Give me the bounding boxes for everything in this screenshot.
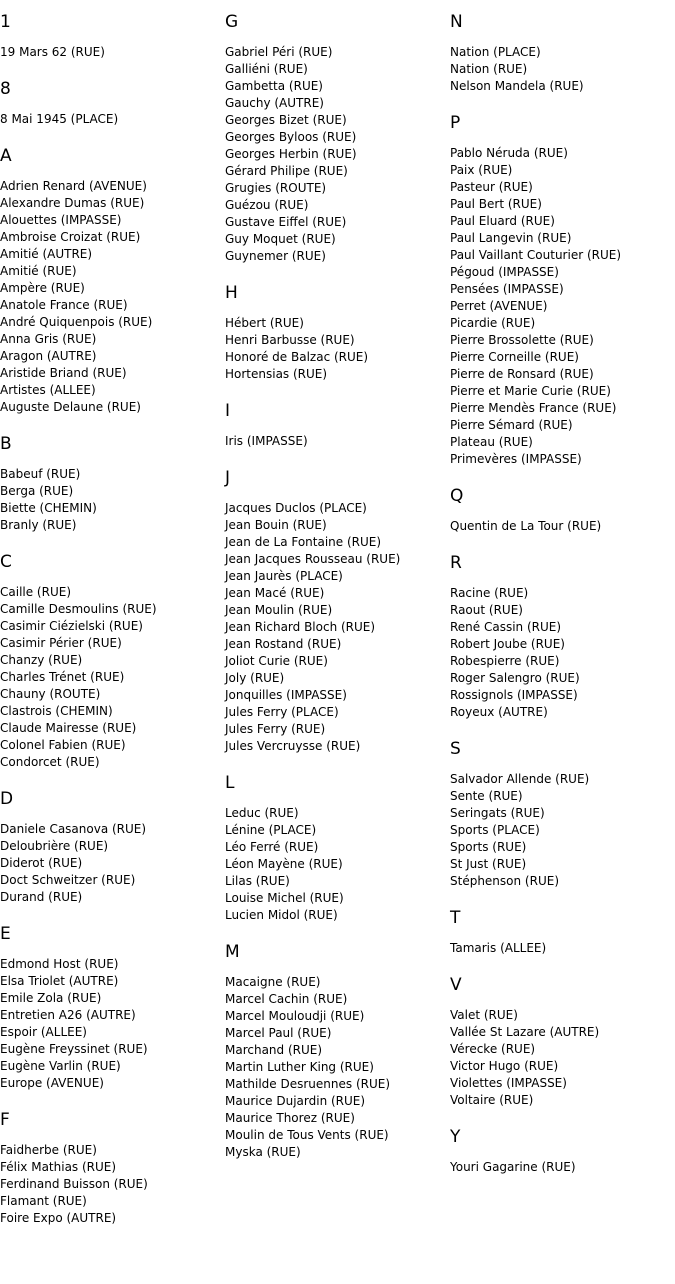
street-item: Moulin de Tous Vents (RUE) [225, 1128, 389, 1142]
letter-heading: M [225, 942, 240, 962]
street-item: Pierre Corneille (RUE) [450, 350, 579, 364]
street-list [450, 1007, 675, 1109]
street-item: Pégoud (IMPASSE) [450, 265, 559, 279]
street-item: Jacques Duclos (PLACE) [225, 501, 367, 515]
street-item: Paix (RUE) [450, 163, 513, 177]
street-item: Amitié (RUE) [0, 264, 77, 278]
street-list [225, 433, 445, 450]
street-item: Iris (IMPASSE) [225, 434, 308, 448]
street-item: Georges Byloos (RUE) [225, 130, 357, 144]
street-item: Tamaris (ALLEE) [450, 941, 547, 955]
street-list [0, 111, 220, 128]
street-item: Berga (RUE) [0, 484, 74, 498]
letter-group [450, 111, 675, 468]
street-item: Diderot (RUE) [0, 856, 83, 870]
street-item: Branly (RUE) [0, 518, 77, 532]
street-item: Joliot Curie (RUE) [225, 654, 328, 668]
street-item: Ambroise Croizat (RUE) [0, 230, 141, 244]
street-item: Daniele Casanova (RUE) [0, 822, 147, 836]
street-item: Doct Schweitzer (RUE) [0, 873, 136, 887]
street-item: Jonquilles (IMPASSE) [225, 688, 347, 702]
street-item: Nelson Mandela (RUE) [450, 79, 584, 93]
letter-heading: F [0, 1110, 10, 1130]
letter-group [225, 466, 445, 755]
letter-group [450, 10, 675, 95]
street-index-column-2 [225, 10, 445, 1177]
letter-heading: D [0, 789, 14, 809]
letter-heading: B [0, 434, 12, 454]
street-item: 19 Mars 62 (RUE) [0, 45, 105, 59]
street-item: Galliéni (RUE) [225, 62, 308, 76]
street-item: Lilas (RUE) [225, 874, 290, 888]
street-item: St Just (RUE) [450, 857, 527, 871]
street-item: Caille (RUE) [0, 585, 71, 599]
street-item: Guézou (RUE) [225, 198, 309, 212]
letter-group [0, 550, 220, 771]
street-item: Paul Vaillant Couturier (RUE) [450, 248, 622, 262]
street-item: Léo Ferré (RUE) [225, 840, 319, 854]
street-item: Paul Eluard (RUE) [450, 214, 555, 228]
street-item: Rossignols (IMPASSE) [450, 688, 578, 702]
street-item: Eugène Varlin (RUE) [0, 1059, 121, 1073]
street-item: Jean Rostand (RUE) [225, 637, 342, 651]
street-item: Biette (CHEMIN) [0, 501, 97, 515]
street-item: Faidherbe (RUE) [0, 1143, 97, 1157]
street-item: Maurice Dujardin (RUE) [225, 1094, 366, 1108]
letter-group [0, 144, 220, 416]
street-list [0, 1142, 220, 1227]
letter-heading: T [450, 908, 461, 928]
street-item: Entretien A26 (AUTRE) [0, 1008, 136, 1022]
street-item: Jean Richard Bloch (RUE) [225, 620, 376, 634]
street-list [450, 940, 675, 957]
letter-heading: R [450, 553, 462, 573]
street-item: Jean Bouin (RUE) [225, 518, 327, 532]
street-item: Ampère (RUE) [0, 281, 85, 295]
street-item: Chanzy (RUE) [0, 653, 83, 667]
letter-group [225, 399, 445, 450]
street-item: Robespierre (RUE) [450, 654, 560, 668]
letter-heading: E [0, 924, 11, 944]
street-item: Georges Bizet (RUE) [225, 113, 347, 127]
street-item: Sports (RUE) [450, 840, 527, 854]
street-item: Jules Ferry (PLACE) [225, 705, 339, 719]
street-item: Hébert (RUE) [225, 316, 304, 330]
street-item: Jean Moulin (RUE) [225, 603, 333, 617]
letter-heading: S [450, 739, 461, 759]
street-item: Henri Barbusse (RUE) [225, 333, 355, 347]
street-item: Myska (RUE) [225, 1145, 301, 1159]
letter-heading: G [225, 12, 239, 32]
letter-heading: A [0, 146, 12, 166]
street-item: Claude Mairesse (RUE) [0, 721, 137, 735]
street-item: Condorcet (RUE) [0, 755, 100, 769]
letter-group [450, 484, 675, 535]
street-item: Gérard Philipe (RUE) [225, 164, 348, 178]
street-item: Elsa Triolet (AUTRE) [0, 974, 119, 988]
street-item: Roger Salengro (RUE) [450, 671, 580, 685]
street-item: Emile Zola (RUE) [0, 991, 102, 1005]
letter-group [0, 432, 220, 534]
street-item: Racine (RUE) [450, 586, 529, 600]
street-item: Casimir Périer (RUE) [0, 636, 122, 650]
street-item: Picardie (RUE) [450, 316, 536, 330]
letter-heading: J [225, 468, 231, 488]
street-item: Youri Gagarine (RUE) [450, 1160, 576, 1174]
street-item: Joly (RUE) [225, 671, 285, 685]
street-item: Auguste Delaune (RUE) [0, 400, 141, 414]
letter-heading: L [225, 773, 235, 793]
street-list [0, 178, 220, 416]
street-item: Georges Herbin (RUE) [225, 147, 357, 161]
street-item: Salvador Allende (RUE) [450, 772, 590, 786]
street-list [0, 44, 220, 61]
street-item: Europe (AVENUE) [0, 1076, 104, 1090]
street-item: Marchand (RUE) [225, 1043, 323, 1057]
street-item: Marcel Cachin (RUE) [225, 992, 348, 1006]
street-list [0, 956, 220, 1092]
street-list [225, 500, 445, 755]
street-item: Félix Mathias (RUE) [0, 1160, 117, 1174]
street-item: Jules Vercruysse (RUE) [225, 739, 361, 753]
letter-group [450, 737, 675, 890]
street-item: Charles Trénet (RUE) [0, 670, 125, 684]
street-item: Robert Joube (RUE) [450, 637, 565, 651]
street-item: Stéphenson (RUE) [450, 874, 559, 888]
street-item: Eugène Freyssinet (RUE) [0, 1042, 148, 1056]
street-item: Martin Luther King (RUE) [225, 1060, 374, 1074]
street-item: Clastrois (CHEMIN) [0, 704, 113, 718]
street-item: Babeuf (RUE) [0, 467, 81, 481]
street-item: Artistes (ALLEE) [0, 383, 96, 397]
street-item: Gabriel Péri (RUE) [225, 45, 333, 59]
street-item: Hortensias (RUE) [225, 367, 328, 381]
street-item: Pierre Sémard (RUE) [450, 418, 573, 432]
street-item: Pierre et Marie Curie (RUE) [450, 384, 611, 398]
street-item: Adrien Renard (AVENUE) [0, 179, 147, 193]
street-list [450, 145, 675, 468]
street-item: Macaigne (RUE) [225, 975, 321, 989]
letter-heading: N [450, 12, 463, 32]
street-item: Lucien Midol (RUE) [225, 908, 338, 922]
street-index-column-1 [0, 10, 220, 1243]
street-item: Léon Mayène (RUE) [225, 857, 343, 871]
street-item: Pierre Mendès France (RUE) [450, 401, 617, 415]
letter-heading: Q [450, 486, 464, 506]
letter-heading: V [450, 975, 462, 995]
street-list [450, 1159, 675, 1176]
letter-group [0, 10, 220, 61]
street-item: Paul Langevin (RUE) [450, 231, 572, 245]
street-item: Deloubrière (RUE) [0, 839, 109, 853]
street-item: Primevères (IMPASSE) [450, 452, 582, 466]
letter-heading: P [450, 113, 461, 133]
street-item: Vérecke (RUE) [450, 1042, 536, 1056]
street-item: Alouettes (IMPASSE) [0, 213, 122, 227]
street-list [450, 771, 675, 890]
street-item: Marcel Paul (RUE) [225, 1026, 332, 1040]
street-item: Grugies (ROUTE) [225, 181, 327, 195]
street-item: Anatole France (RUE) [0, 298, 128, 312]
street-item: Chauny (ROUTE) [0, 687, 101, 701]
letter-group [225, 771, 445, 924]
street-item: Violettes (IMPASSE) [450, 1076, 567, 1090]
street-item: Gambetta (RUE) [225, 79, 323, 93]
street-item: Sente (RUE) [450, 789, 523, 803]
street-index-column-3 [450, 10, 675, 1192]
street-item: Nation (RUE) [450, 62, 528, 76]
street-item: Jules Ferry (RUE) [225, 722, 326, 736]
street-item: Flamant (RUE) [0, 1194, 87, 1208]
street-item: Lénine (PLACE) [225, 823, 317, 837]
street-item: Pierre Brossolette (RUE) [450, 333, 594, 347]
letter-group [225, 281, 445, 383]
street-item: Jean Jaurès (PLACE) [225, 569, 343, 583]
letter-heading: H [225, 283, 238, 303]
letter-heading: I [225, 401, 231, 421]
street-item: Royeux (AUTRE) [450, 705, 548, 719]
street-item: Perret (AVENUE) [450, 299, 548, 313]
street-item: Foire Expo (AUTRE) [0, 1211, 117, 1225]
street-item: Camille Desmoulins (RUE) [0, 602, 157, 616]
street-item: Paul Bert (RUE) [450, 197, 542, 211]
letter-heading: Y [450, 1127, 461, 1147]
street-item: Sports (PLACE) [450, 823, 540, 837]
street-item: Honoré de Balzac (RUE) [225, 350, 369, 364]
letter-group [450, 973, 675, 1109]
street-item: Espoir (ALLEE) [0, 1025, 87, 1039]
letter-group [450, 1125, 675, 1176]
letter-group [0, 787, 220, 906]
street-list [225, 974, 445, 1161]
street-item: Plateau (RUE) [450, 435, 533, 449]
street-item: Gustave Eiffel (RUE) [225, 215, 347, 229]
street-item: Amitié (AUTRE) [0, 247, 93, 261]
street-item: Raout (RUE) [450, 603, 523, 617]
street-item: Vallée St Lazare (AUTRE) [450, 1025, 600, 1039]
street-item: Seringats (RUE) [450, 806, 545, 820]
street-item: Valet (RUE) [450, 1008, 518, 1022]
street-item: Voltaire (RUE) [450, 1093, 534, 1107]
street-item: Jean Macé (RUE) [225, 586, 325, 600]
street-item: Alexandre Dumas (RUE) [0, 196, 145, 210]
street-item: Colonel Fabien (RUE) [0, 738, 126, 752]
street-item: Pablo Néruda (RUE) [450, 146, 568, 160]
letter-group [225, 940, 445, 1161]
street-item: Louise Michel (RUE) [225, 891, 344, 905]
street-item: Pierre de Ronsard (RUE) [450, 367, 594, 381]
street-item: Victor Hugo (RUE) [450, 1059, 559, 1073]
street-list [450, 585, 675, 721]
street-item: Jean de La Fontaine (RUE) [225, 535, 382, 549]
street-item: Guy Moquet (RUE) [225, 232, 336, 246]
letter-group [450, 906, 675, 957]
street-list [0, 821, 220, 906]
street-item: Nation (PLACE) [450, 45, 541, 59]
street-item: Casimir Ciézielski (RUE) [0, 619, 143, 633]
street-item: Anna Gris (RUE) [0, 332, 97, 346]
street-item: Maurice Thorez (RUE) [225, 1111, 355, 1125]
street-item: Quentin de La Tour (RUE) [450, 519, 602, 533]
street-item: Marcel Mouloudji (RUE) [225, 1009, 365, 1023]
street-list [450, 518, 675, 535]
street-list [225, 805, 445, 924]
street-item: Durand (RUE) [0, 890, 83, 904]
street-item: René Cassin (RUE) [450, 620, 562, 634]
letter-heading: 1 [0, 12, 11, 32]
street-item: Pasteur (RUE) [450, 180, 533, 194]
street-list [0, 466, 220, 534]
letter-group [225, 10, 445, 265]
street-item: Leduc (RUE) [225, 806, 299, 820]
street-item: Aragon (AUTRE) [0, 349, 97, 363]
letter-heading: 8 [0, 79, 11, 99]
street-item: Gauchy (AUTRE) [225, 96, 324, 110]
letter-group [450, 551, 675, 721]
street-item: Ferdinand Buisson (RUE) [0, 1177, 148, 1191]
street-list [225, 44, 445, 265]
street-item: Edmond Host (RUE) [0, 957, 119, 971]
letter-heading: C [0, 552, 12, 572]
street-list [0, 584, 220, 771]
street-item: Pensées (IMPASSE) [450, 282, 564, 296]
street-list [225, 315, 445, 383]
street-item: André Quiquenpois (RUE) [0, 315, 153, 329]
letter-group [0, 922, 220, 1092]
street-item: Aristide Briand (RUE) [0, 366, 127, 380]
street-item: Guynemer (RUE) [225, 249, 326, 263]
street-item: Jean Jacques Rousseau (RUE) [225, 552, 401, 566]
letter-group [0, 1108, 220, 1227]
letter-group [0, 77, 220, 128]
street-item: Mathilde Desruennes (RUE) [225, 1077, 391, 1091]
street-list [450, 44, 675, 95]
street-item: 8 Mai 1945 (PLACE) [0, 112, 119, 126]
